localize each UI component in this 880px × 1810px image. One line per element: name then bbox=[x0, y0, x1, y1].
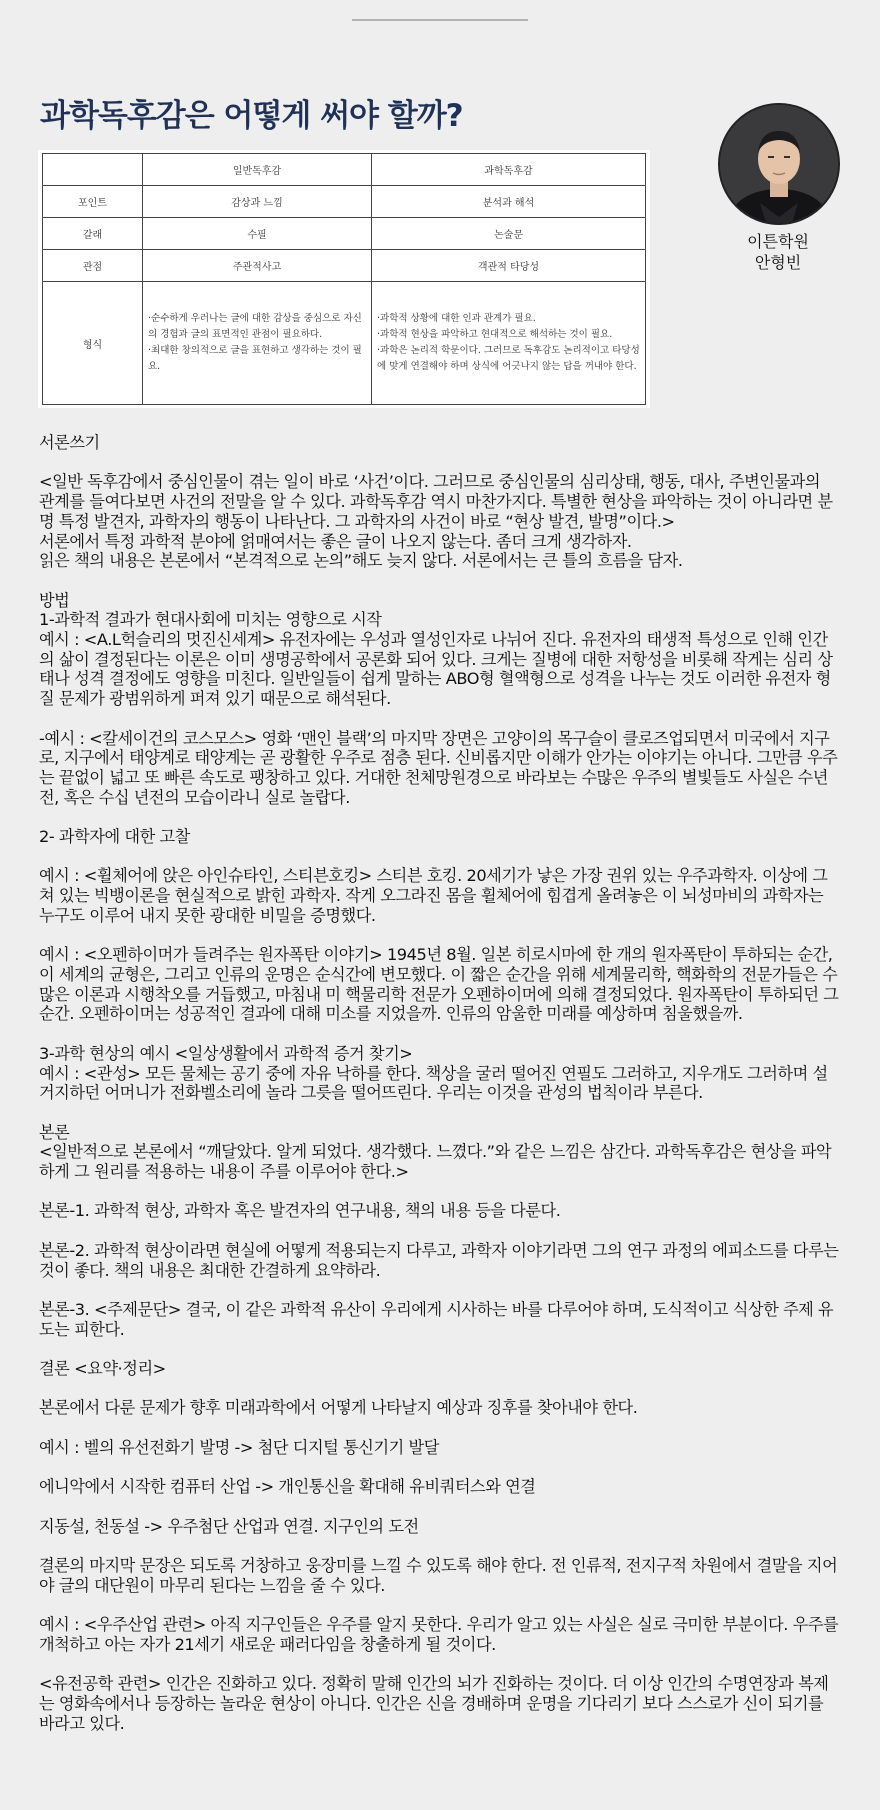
author-avatar bbox=[718, 103, 840, 225]
table-cell: ·순수하게 우러나는 글에 대한 감상을 중심으로 자신의 경험과 글의 표면적인 관점이 필요하다. ·최대한 창의적으로 글을 표현하고 생각하는 것이 필요. bbox=[143, 282, 372, 405]
table-row bbox=[43, 186, 646, 218]
table-row-label: 포인트 bbox=[43, 186, 143, 218]
table-cell: ·과학적 상황에 대한 인과 관계가 필요. ·과학적 현상을 파악하고 현대적으로 해석하는 것이 필요. ·과학은 논리적 학문이다. 그러므로 독후감도 논리적이고 타당성에 맞게 연결해야 하며 상식에 어긋나지 않는 답을 꺼내야 한다. bbox=[372, 282, 646, 405]
table-cell: 감상과 느낌 bbox=[143, 186, 372, 218]
table-header-cell: 일반독후감 bbox=[143, 154, 372, 186]
comparison-table-image bbox=[38, 150, 650, 408]
article-body: 서론쓰기 <일반 독후감에서 중심인물이 겪는 일이 바로 ‘사건’이다. 그러므로 중심인물의 심리상태, 행동, 대사, 주변인물과의 관계를 들여다보면 사건의 전말을 알 수 있다. 과학독후감 역시 마찬가지다. 특별한 현상을 파악하는 것이 아니라면 분명 특정 발견자, 과학자의 행동이 나타난다. 그 과학자의 사건이 바로 “현상 발견, 발명”이다.> 서론에서 특정 과학적 분야에 얽매여서는 좋은 글이 나오지 않는다. 좀더 크게 생각하자. 읽은 책의 내용은 본론에서 “본격적으로 논의”해도 늦지 않다. 서론에서는 큰 틀의 흐름을 담자. 방법 1-과학적 결과가 현대사회에 미치는 영향으로 시작 예시 : <A.L헉슬리의 멋진신세계> 유전자에는 우성과 열성인자로 나뉘어 진다. 유전자의 태생적 특성으로 인해 인간의 삶이 결정된다는 이론은 이미 생명공학에서 공론화 되어 있다. 크게는 질병에 대한 저항성을 비롯해 작게는 심리 상태나 성격 결정에도 영향을 미친다. 일반일들이 쉽게 말하는 ABO형 혈액형으로 성격을 나누는 것도 이러한 유전자 형질 문제가 광범위하게 퍼져 있기 때문으로 해석된다. -예시 : <칼세이건의 코스모스> 영화 ‘맨인 블랙’의 마지막 장면은 고양이의 목구슬이 클로즈업되면서 미국에서 지구로, 지구에서 태양계로 태양계는 곧 광활한 우주로 점층 된다. 신비롭지만 이해가 안가는 이야기는 아니다. 그만큼 우주는 끝없이 넓고 또 빠른 속도로 팽창하고 있다. 거대한 천체망원경으로 바라보는 수많은 우주의 별빛들도 사실은 수년전, 혹은 수십 년전의 모습이라니 실로 놀랍다. 2- 과학자에 대한 고찰 예시 : <휠체어에 앉은 아인슈타인, 스티븐호킹> 스티븐 호킹. 20세기가 낳은 가장 권위 있는 우주과학자. 이상에 그쳐 있는 빅뱅이론을 현실적으로 밝힌 과학자. 작게 오그라진 몸을 휠체어에 힘겹게 올려놓은 이 뇌성마비의 과학자는 누구도 이루어 내지 못한 광대한 비밀을 증명했다. 예시 : <오펜하이머가 들려주는 원자폭탄 이야기> 1945년 8월. 일본 히로시마에 한 개의 원자폭탄이 투하되는 순간, 이 세계의 균형은, 그리고 인류의 운명은 순식간에 변모했다. 이 짧은 순간을 위해 세계물리학, 핵화학의 전문가들은 수많은 이론과 시행착오를 거듭했고, 마침내 미 핵물리학 전문가 오펜하이머에 의해 결정되었다. 원자폭탄이 투하되던 그 순간. 오펜하이머는 성공적인 결과에 대해 미소를 지었을까. 인류의 암울한 미래를 예상하며 침울했을까. 3-과학 현상의 예시 <일상생활에서 과학적 증거 찾기> 예시 : <관성> 모든 물체는 공기 중에 자유 낙하를 한다. 책상을 굴러 떨어진 연필도 그러하고, 지우개도 그러하며 설거지하던 어머니가 전화벨소리에 놀라 그릇을 떨어뜨린다. 우리는 이것을 관성의 법칙이라 부른다. 본론 <일반적으로 본론에서 “깨달았다. 알게 되었다. 생각했다. 느꼈다.”와 같은 느낌은 삼간다. 과학독후감은 현상을 파악하게 그 원리를 적용하는 내용이 주를 이루어야 한다.> 본론-1. 과학적 현상, 과학자 혹은 발견자의 연구내용, 책의 내용 등을 다룬다. 본론-2. 과학적 현상이라면 현실에 어떻게 적용되는지 다루고, 과학자 이야기라면 그의 연구 과정의 에피소드를 다루는 것이 좋다. 책의 내용은 최대한 간결하게 요약하라. 본론-3. <주제문단> 결국, 이 같은 과학적 유산이 우리에게 시사하는 바를 다루어야 하며, 도식적이고 식상한 주제 유도는 피한다. 결론 <요약·정리> 본론에서 다룬 문제가 향후 미래과학에서 어떻게 나타날지 예상과 징후를 찾아내야 한다. 예시 : 벨의 유선전화기 발명 -> 첨단 디지털 통신기기 발달 에니악에서 시작한 컴퓨터 산업 -> 개인통신을 확대해 유비쿼터스와 연결 지동설, 천동설 -> 우주첨단 산업과 연결. 지구인의 도전 결론의 마지막 문장은 되도록 거창하고 웅장미를 느낄 수 있도록 해야 한다. 전 인류적, 전지구적 차원에서 결말을 지어야 글의 대단원이 마무리 된다는 느낌을 줄 수 있다. 예시 : <우주산업 관련> 아직 지구인들은 우주를 알지 못한다. 우리가 알고 있는 사실은 실로 극미한 부분이다. 우주를 개척하고 아는 자가 21세기 새로운 패러다임을 창출하게 될 것이다. <유전공학 관련> 인간은 진화하고 있다. 정확히 말해 인간의 뇌가 진화하는 것이다. 더 이상 인간의 수명연장과 복제는 영화속에서나 등장하는 놀라운 현상이 아니다. 인간은 신을 경배하며 운명을 기다리기 보다 스스로가 신이 되기를 바라고 있다. bbox=[39, 433, 839, 1733]
table-cell: 분석과 해석 bbox=[372, 186, 646, 218]
table-header-cell: 과학독후감 bbox=[372, 154, 646, 186]
table-row bbox=[43, 282, 646, 405]
author-name: 안형빈 bbox=[754, 253, 802, 272]
table-row-label: 관점 bbox=[43, 250, 143, 282]
comparison-table bbox=[42, 153, 646, 405]
table-row bbox=[43, 218, 646, 250]
top-divider bbox=[352, 19, 528, 21]
author-academy: 이튼학원 bbox=[747, 232, 809, 251]
table-header-cell bbox=[43, 154, 143, 186]
table-row-label: 갈래 bbox=[43, 218, 143, 250]
page-title: 과학독후감은 어떻게 써야 할까? bbox=[40, 98, 463, 134]
table-row-label: 형식 bbox=[43, 282, 143, 405]
person-photo-icon bbox=[720, 105, 838, 223]
table-cell: 객관적 타당성 bbox=[372, 250, 646, 282]
table-cell: 수필 bbox=[143, 218, 372, 250]
table-row bbox=[43, 250, 646, 282]
table-header-row bbox=[43, 154, 646, 186]
table-cell: 논술문 bbox=[372, 218, 646, 250]
author-profile bbox=[718, 103, 838, 273]
table-cell: 주관적사고 bbox=[143, 250, 372, 282]
